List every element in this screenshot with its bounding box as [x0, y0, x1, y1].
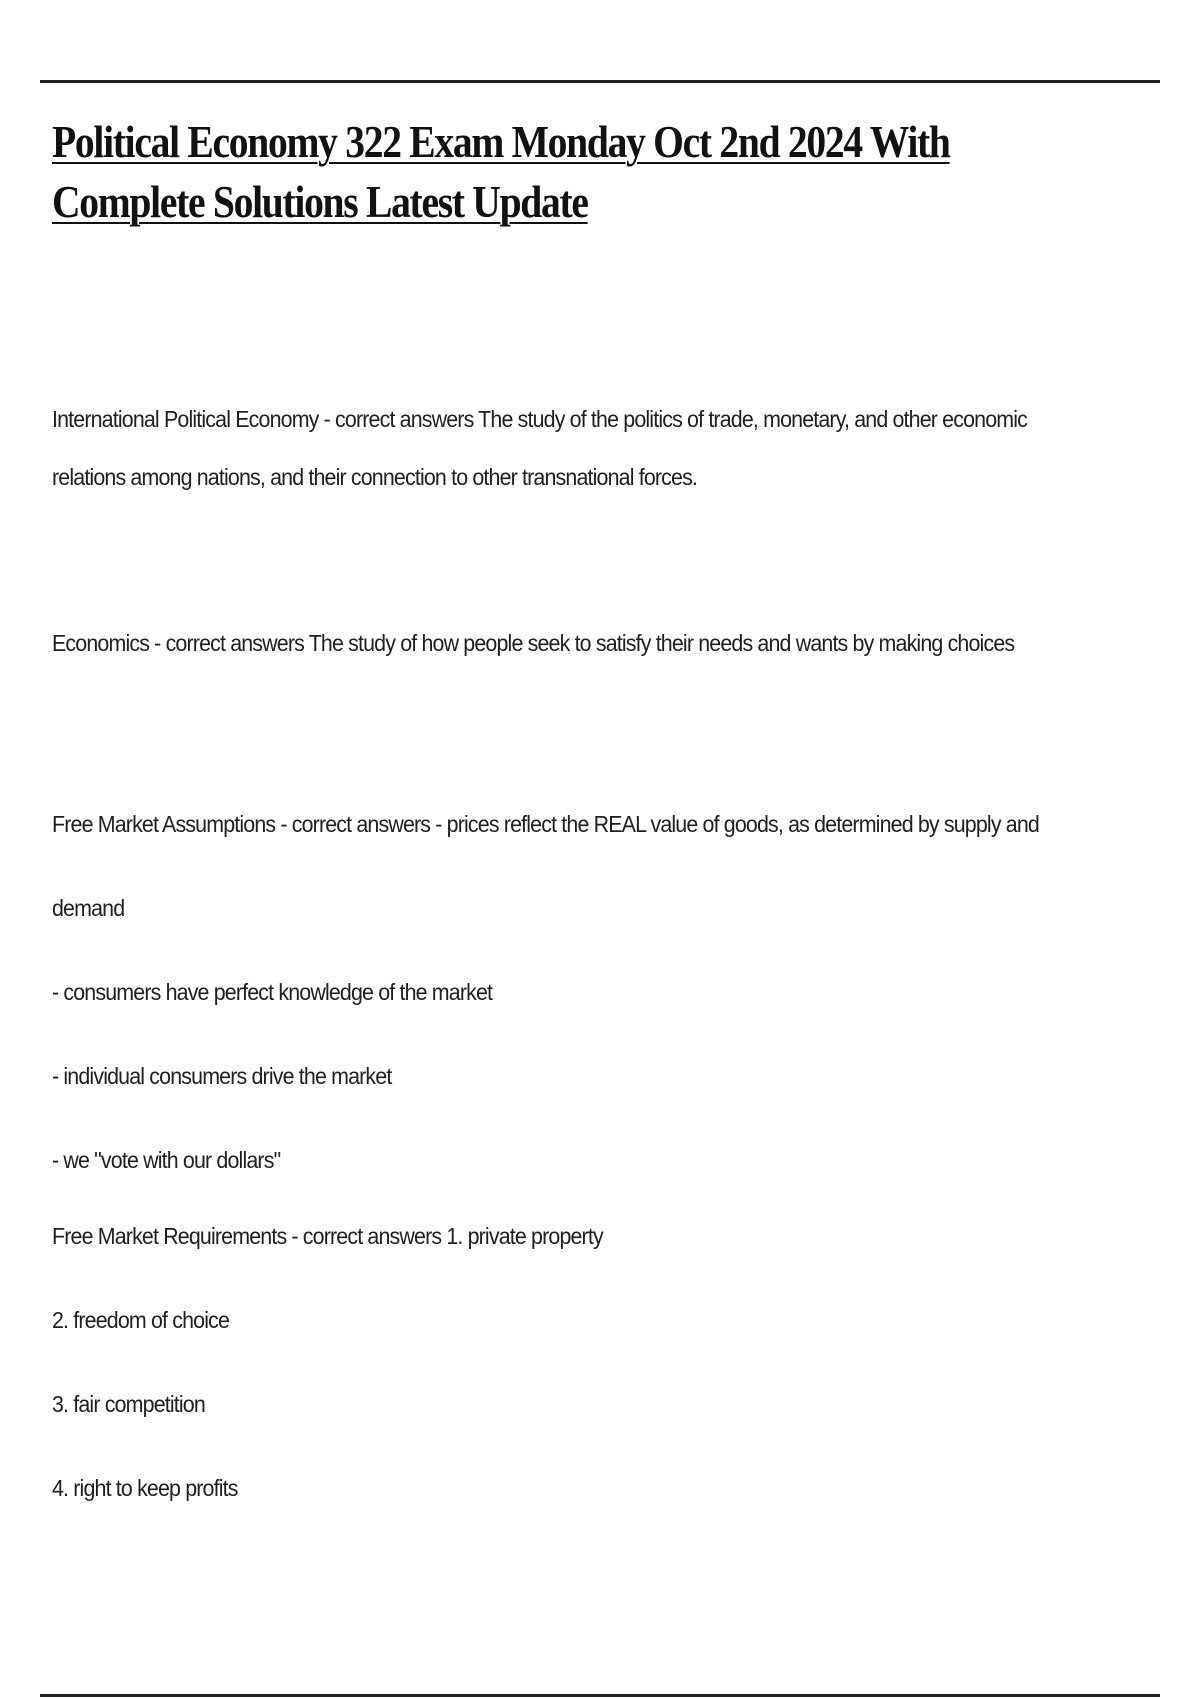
- entry-line: 4. right to keep profits: [52, 1475, 238, 1501]
- entry-line: 3. fair competition: [52, 1391, 205, 1417]
- entry-line: 2. freedom of choice: [52, 1307, 230, 1333]
- entry-economics: [52, 614, 1182, 672]
- entry-line: - individual consumers drive the market: [52, 1063, 392, 1089]
- top-divider: [40, 80, 1160, 83]
- entry-line: Free Market Requirements - correct answers 1. private property: [52, 1223, 603, 1249]
- bottom-divider: [40, 1694, 1160, 1697]
- entry-international-political-economy: [52, 390, 1182, 506]
- entry-free-market-assumptions: [52, 782, 1182, 1202]
- entry-line: Economics - correct answers The study of how people seek to satisfy their needs and wants by making choices: [52, 630, 1015, 656]
- entry-free-market-requirements: [52, 1194, 1182, 1530]
- entry-line: - consumers have perfect knowledge of the market: [52, 979, 493, 1005]
- entry-line: International Political Economy - correct answers The study of the politics of trade, monetary, and other economic relations among nations, and their connection to other transnational forces.: [52, 406, 1028, 490]
- document-title: Political Economy 322 Exam Monday Oct 2nd 2024 With Complete Solutions Latest Update: [52, 116, 950, 227]
- entry-line: - we "vote with our dollars": [52, 1147, 281, 1173]
- entry-line: Free Market Assumptions - correct answers - prices reflect the REAL value of goods, as determined by supply and demand: [52, 811, 1039, 921]
